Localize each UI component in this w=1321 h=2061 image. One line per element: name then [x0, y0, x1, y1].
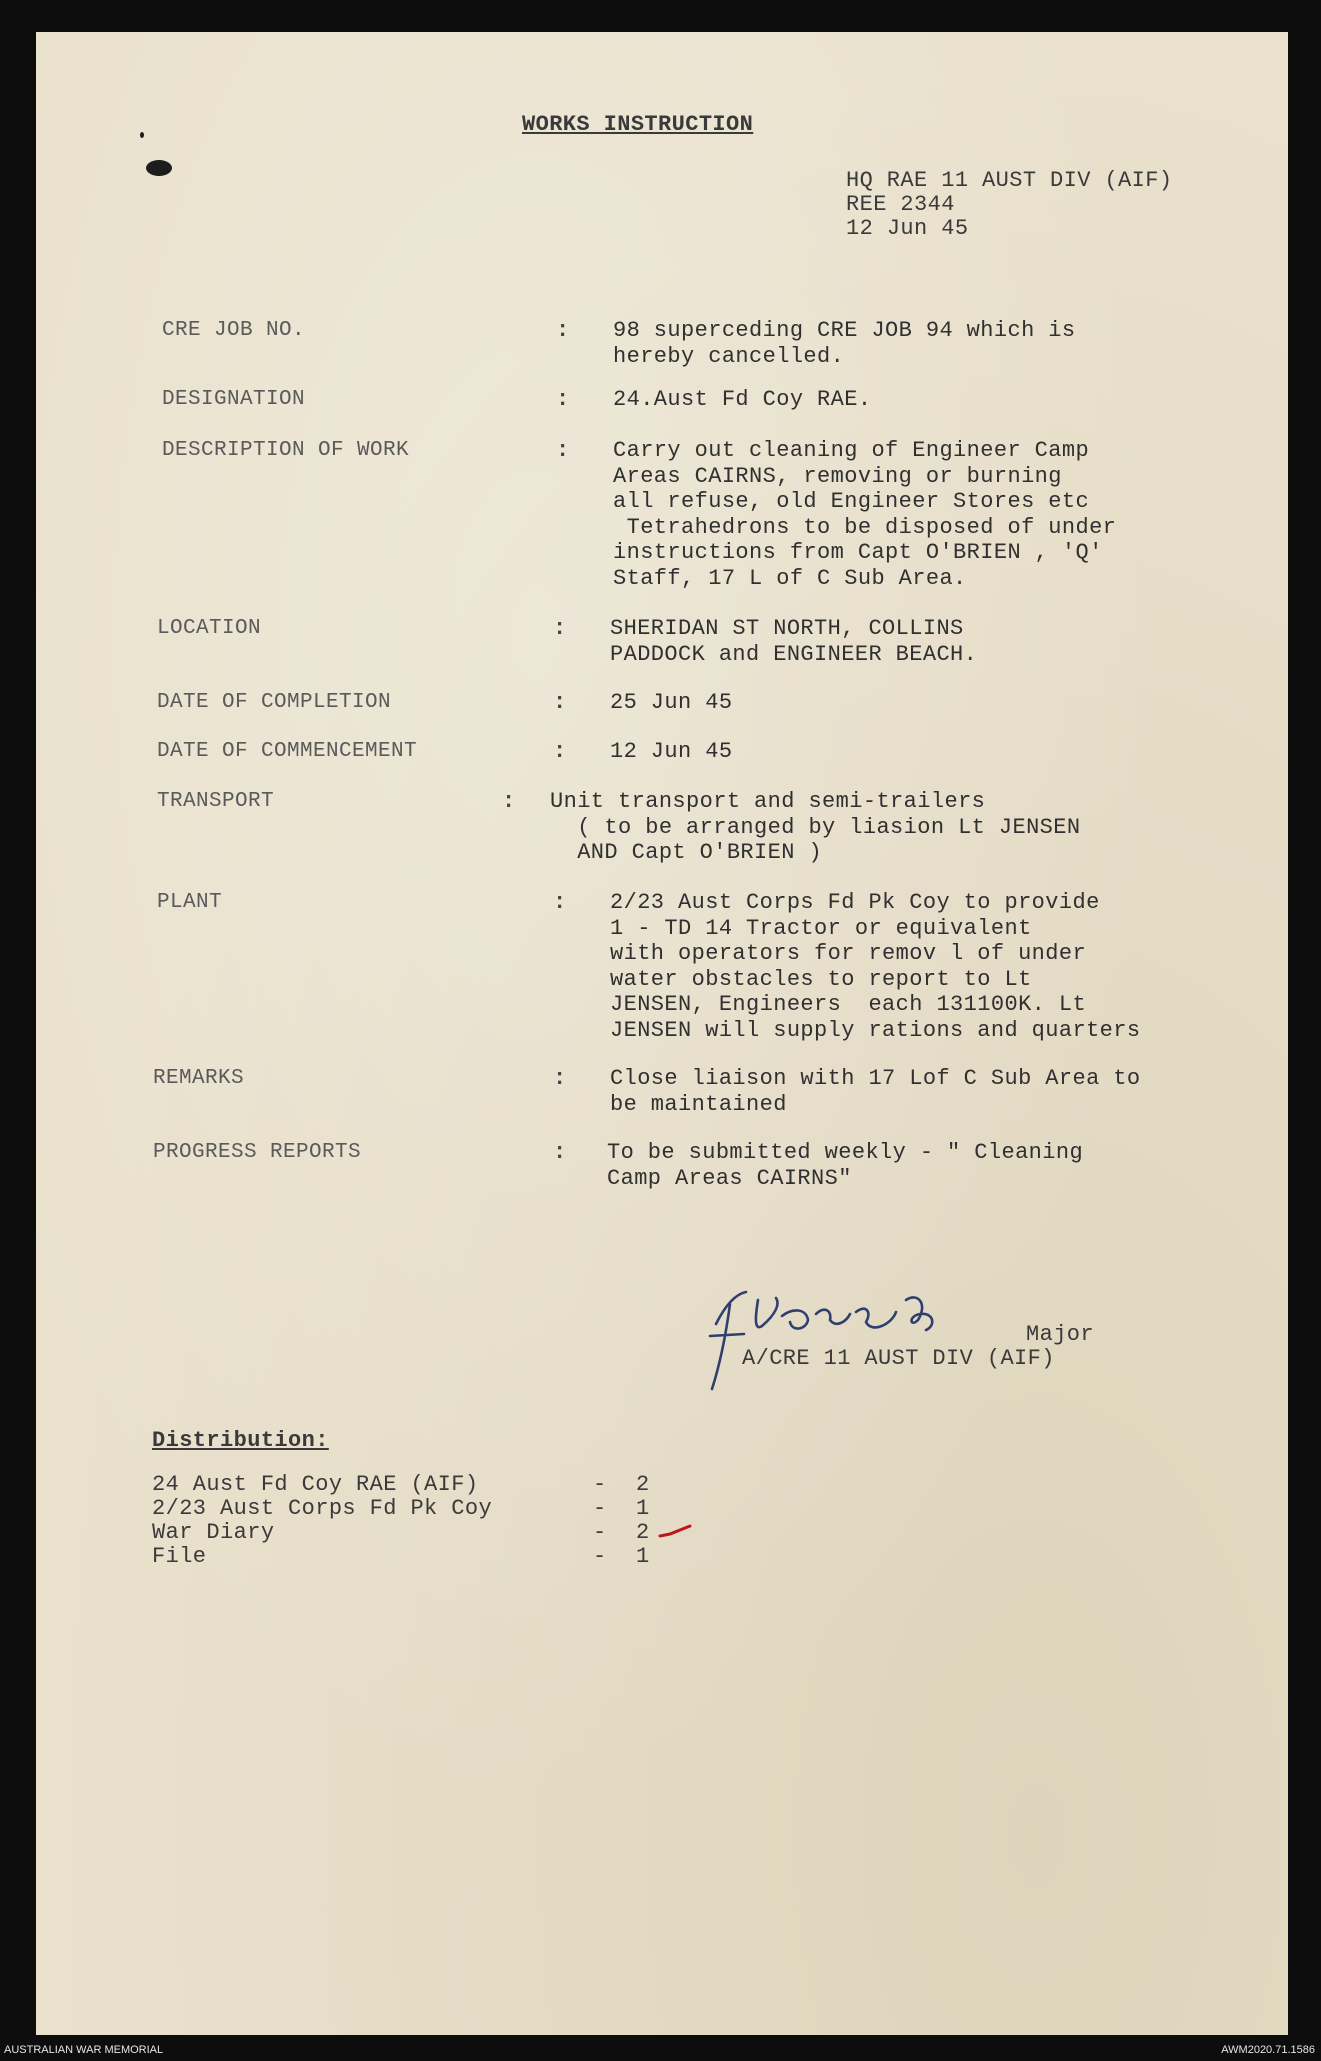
field-label: DESIGNATION — [162, 388, 306, 411]
field-value-line: Unit transport and semi-trailers — [550, 789, 986, 814]
field-value-line: be maintained — [610, 1091, 787, 1117]
field-value-line: instructions from Capt O'BRIEN , 'Q' — [613, 540, 1103, 565]
distribution-unit: 24 Aust Fd Coy RAE (AIF) — [152, 1472, 479, 1497]
distribution-unit: 2/23 Aust Corps Fd Pk Coy — [152, 1496, 493, 1521]
red-tick-mark — [656, 1522, 696, 1542]
field-colon: : — [553, 1066, 567, 1091]
field-colon: : — [553, 890, 567, 915]
field-value-line: Close liaison with 17 Lof C Sub Area to — [610, 1066, 1141, 1091]
signatory-appointment: A/CRE 11 AUST DIV (AIF) — [742, 1346, 1055, 1371]
field-colon: : — [556, 387, 570, 412]
signatory-rank: Major — [1026, 1322, 1095, 1347]
distribution-unit: File — [152, 1544, 207, 1569]
field-label: DATE OF COMPLETION — [157, 691, 392, 714]
field-value-line: Staff, 17 L of C Sub Area. — [613, 565, 967, 591]
field-value-line: water obstacles to report to Lt — [610, 966, 1032, 992]
field-colon: : — [556, 438, 570, 463]
field-colon: : — [556, 318, 570, 343]
field-label: PROGRESS REPORTS — [153, 1141, 362, 1164]
field-value-line: To be submitted weekly - " Cleaning — [607, 1140, 1084, 1165]
field-value-line: Carry out cleaning of Engineer Camp — [613, 438, 1090, 463]
distribution-unit: War Diary — [152, 1520, 275, 1545]
field-value-line: Areas CAIRNS, removing or burning — [613, 463, 1062, 489]
distribution-quantity: 1 — [636, 1496, 650, 1521]
field-colon: : — [553, 1140, 567, 1165]
field-colon: : — [553, 690, 567, 715]
field-label: CRE JOB NO. — [162, 319, 306, 342]
field-value-line: AND Capt O'BRIEN ) — [550, 840, 823, 865]
date-day: 12 — [846, 216, 874, 241]
field-label: DESCRIPTION OF WORK — [162, 439, 410, 462]
ink-blot — [146, 160, 172, 176]
header-unit: HQ RAE 11 AUST DIV (AIF) — [846, 168, 1173, 193]
field-value-line: ( to be arranged by liasion Lt JENSEN — [550, 814, 1081, 840]
distribution-quantity: 1 — [636, 1544, 650, 1569]
field-value-line: SHERIDAN ST NORTH, COLLINS — [610, 616, 964, 641]
field-value-line: Camp Areas CAIRNS" — [607, 1165, 852, 1191]
field-value-line: 12 Jun 45 — [610, 739, 733, 764]
header-date — [846, 216, 968, 242]
distribution-dash: - — [593, 1544, 607, 1569]
archive-footer-left: AUSTRALIAN WAR MEMORIAL — [4, 2044, 164, 2056]
field-value-line: JENSEN, Engineers each 131100K. Lt — [610, 992, 1087, 1017]
distribution-quantity: 2 — [636, 1520, 650, 1545]
document-title: WORKS INSTRUCTION — [522, 112, 754, 137]
date-month-year: Jun 45 — [873, 216, 969, 241]
distribution-heading: Distribution: — [152, 1428, 329, 1453]
field-label: PLANT — [157, 891, 223, 914]
archive-footer-right: AWM2020.71.1586 — [1221, 2044, 1315, 2056]
field-label: TRANSPORT — [157, 790, 275, 813]
field-value-line: with operators for remov l of under — [610, 941, 1087, 966]
document-page — [36, 32, 1288, 2035]
field-colon: : — [502, 789, 516, 814]
ink-speck — [140, 132, 144, 138]
distribution-dash: - — [593, 1520, 607, 1545]
field-value-line: 1 - TD 14 Tractor or equivalent — [610, 915, 1032, 941]
field-label: LOCATION — [157, 617, 262, 640]
field-value-line: 25 Jun 45 — [610, 690, 733, 715]
field-value-line: Tetrahedrons to be disposed of under — [613, 514, 1117, 540]
distribution-dash: - — [593, 1496, 607, 1521]
field-colon: : — [553, 739, 567, 764]
field-value-line: JENSEN will supply rations and quarters — [610, 1017, 1141, 1043]
header-reference: REE 2344 — [846, 192, 955, 217]
field-colon: : — [553, 616, 567, 641]
field-label: DATE OF COMMENCEMENT — [157, 740, 418, 763]
field-value-line: hereby cancelled. — [613, 343, 845, 369]
signature-scrawl — [696, 1264, 1016, 1394]
field-value-line: PADDOCK and ENGINEER BEACH. — [610, 641, 978, 667]
field-label: REMARKS — [153, 1067, 245, 1090]
field-value-line: 2/23 Aust Corps Fd Pk Coy to provide — [610, 890, 1100, 915]
field-value-line: 24.Aust Fd Coy RAE. — [613, 387, 872, 412]
field-value-line: all refuse, old Engineer Stores etc — [613, 489, 1090, 514]
field-value-line: 98 superceding CRE JOB 94 which is — [613, 318, 1076, 343]
distribution-quantity: 2 — [636, 1472, 650, 1497]
distribution-dash: - — [593, 1472, 607, 1497]
